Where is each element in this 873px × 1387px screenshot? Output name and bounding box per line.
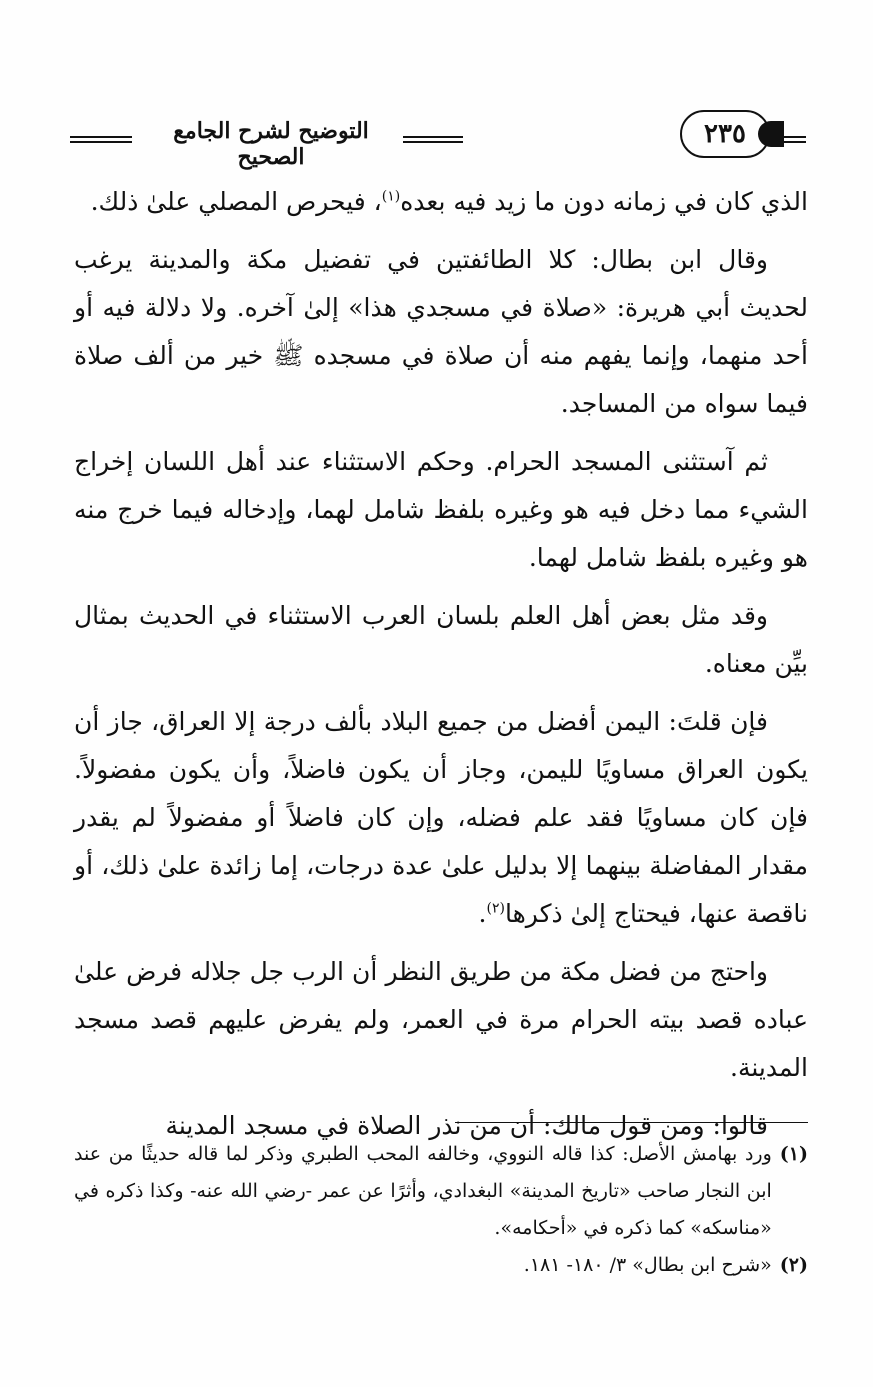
header-rule-left [70, 136, 132, 143]
page-header [70, 108, 805, 170]
footnote-separator [455, 1122, 808, 1123]
running-title: التوضيح لشرح الجامع الصحيح [173, 118, 369, 170]
footnote [74, 1136, 808, 1247]
paragraph-text-tail: . [478, 899, 487, 928]
paragraph [74, 948, 808, 1092]
paragraph [74, 236, 808, 428]
page-number: ٢٣٥ [704, 119, 746, 149]
paragraph [74, 178, 808, 226]
paragraph-text: قالوا: ومن قول مالك: أن من نذر الصلاة في مسجد المدينة [165, 1111, 768, 1140]
header-rule-right [776, 136, 806, 143]
paragraph-text: فإن قلتَ: اليمن أفضل من جميع البلاد بألف درجة إلا العراق، جاز أن يكون العراق مساويًا لليمن، وجاز أن يكون فاضلاً، وأن يكون مفضولاً. فإن كان مساويًا فقد علم فضله، وإن كان فاضلاً أو مفضولاً لم يقدر مقدار المفاضلة بينهما إلا بدليل علىٰ عدة درجات، إما زائدة علىٰ ذلك، أو ناقصة عنها، فيحتاج إلىٰ ذكرها [74, 707, 808, 928]
footnote-text: «شرح ابن بطال» ٣/ ١٨٠- ١٨١. [523, 1254, 772, 1276]
paragraph [74, 438, 808, 582]
footnotes [74, 1136, 808, 1284]
paragraph-text: الذي كان في زمانه دون ما زيد فيه بعده [400, 187, 808, 216]
page-number-frame [680, 110, 770, 158]
paragraph-text: واحتج من فضل مكة من طريق النظر أن الرب جل جلاله فرض علىٰ عباده قصد بيته الحرام مرة في العمر، ولم يفرض عليهم قصد مسجد المدينة. [74, 957, 808, 1082]
paragraph-text: وقال ابن بطال: كلا الطائفتين في تفضيل مكة والمدينة يرغب لحديث أبي هريرة: «صلاة في مسجدي هذا» إلىٰ آخره. ولا دلالة فيه أو أحد منهما، وإنما يفهم منه أن صلاة في مسجده ﷺ خير من ألف صلاة فيما سواه من المساجد. [74, 245, 808, 418]
paragraph [74, 592, 808, 688]
main-text [74, 178, 808, 1160]
footnote-number: (١) [779, 1143, 808, 1165]
paragraph-text-tail: ، فيحرص المصلي علىٰ ذلك. [90, 187, 382, 216]
paragraph-text: وقد مثل بعض أهل العلم بلسان العرب الاستثناء في الحديث بمثال بيِّن معناه. [74, 601, 808, 678]
footnote [74, 1247, 808, 1284]
footnote-reference: (١) [381, 188, 401, 205]
footnote-text: ورد بهامش الأصل: كذا قاله النووي، وخالفه المحب الطبري وذكر لما قاله حديثًا من عند ابن النجار صاحب «تاريخ المدينة» البغدادي، وأثرًا عن عمر -رضي الله عنه- وكذا ذكره في «مناسكه» كما ذكره في «أحكامه». [74, 1143, 772, 1239]
footnote-number: (٢) [779, 1254, 808, 1276]
paragraph-text: ثم آستثنى المسجد الحرام. وحكم الاستثناء عند أهل اللسان إخراج الشيء مما دخل فيه هو وغيره بلفظ شامل لهما، وإدخاله فيما خرج منه هو وغيره بلفظ شامل لهما. [74, 447, 808, 572]
header-rule-middle [403, 136, 463, 143]
paragraph [74, 698, 808, 938]
footnote-reference: (٢) [486, 900, 505, 917]
